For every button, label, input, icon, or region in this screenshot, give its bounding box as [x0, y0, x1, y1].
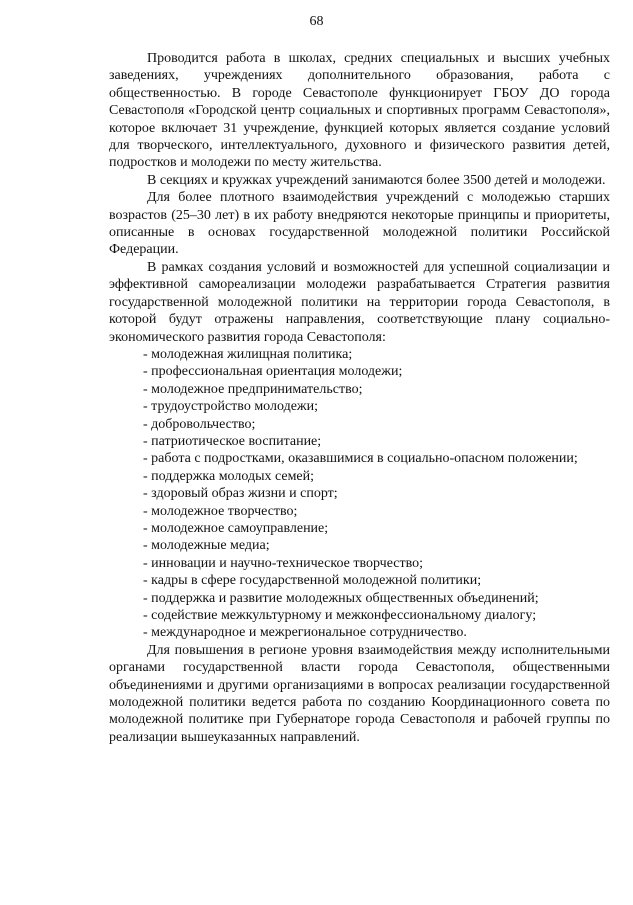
list-item: - патриотическое воспитание; — [143, 433, 322, 449]
paragraph: Проводится работа в школах, средних специальных и высших учебных заведениях, учреждениях дополнительного образования, работа с общественностью. В городе Севастополе функционирует ГБОУ ДО города Севастополя «Городской центр социальных и спортивных программ Севастополя», которое включает 31 учреждение, функцией которых является создание условий для творческого, интеллектуального, духовного и физического развития детей, подростков и молодежи по месту жительства. — [109, 51, 610, 171]
list-item: - молодежное предпринимательство; — [143, 381, 363, 397]
list-item: - кадры в сфере государственной молодежной политики; — [143, 573, 482, 589]
page-number: 68 — [309, 14, 324, 29]
list-item: - инновации и научно-техническое творчество; — [143, 555, 423, 571]
paragraph: В рамках создания условий и возможностей для успешной социализации и эффективной самореализации молодежи разрабатывается Стратегия развития государственной молодежной политики на территории города Севастополя, в которой будут отражены направления, соответствующие плану социально-экономического развития города Севастополя: — [109, 259, 610, 345]
list-item: - работа с подростками, оказавшимися в социально-опасном положении; — [143, 451, 578, 467]
list-item: - молодежные медиа; — [143, 538, 270, 554]
list-item: - поддержка молодых семей; — [143, 468, 315, 484]
paragraph: Для более плотного взаимодействия учреждений с молодежью старших возрастов (25–30 лет) в их работу внедряются некоторые принципы и приоритеты, описанные в основах государственной молодежной политики Российской Федерации. — [109, 190, 610, 258]
list-item: - поддержка и развитие молодежных общественных объединений; — [143, 590, 539, 606]
document-body — [109, 50, 610, 746]
list-item: - профессиональная ориентация молодежи; — [143, 364, 403, 380]
list-item: - молодежное самоуправление; — [143, 520, 329, 536]
paragraph: В секциях и кружках учреждений занимаются более 3500 детей и молодежи. — [147, 172, 606, 188]
list-item: - содействие межкультурному и межконфессиональному диалогу; — [143, 608, 537, 623]
list-item: - международное и межрегиональное сотрудничество. — [143, 625, 467, 641]
list-item: - молодежное творчество; — [143, 503, 298, 519]
directions-list — [109, 346, 610, 642]
list-item: - здоровый образ жизни и спорт; — [143, 486, 338, 502]
list-item: - молодежная жилищная политика; — [143, 346, 353, 362]
list-item: - добровольчество; — [143, 416, 256, 432]
paragraph: Для повышения в регионе уровня взаимодействия между исполнительными органами государственной власти города Севастополя, общественными объединениями и другими организациями в вопросах реализации государственной молодежной политики ведется работа по созданию Координационного совета по молодежной политике при Губернаторе города Севастополя и рабочей группы по реализации вышеуказанных направлений. — [109, 642, 610, 745]
list-item: - трудоустройство молодежи; — [143, 399, 318, 415]
